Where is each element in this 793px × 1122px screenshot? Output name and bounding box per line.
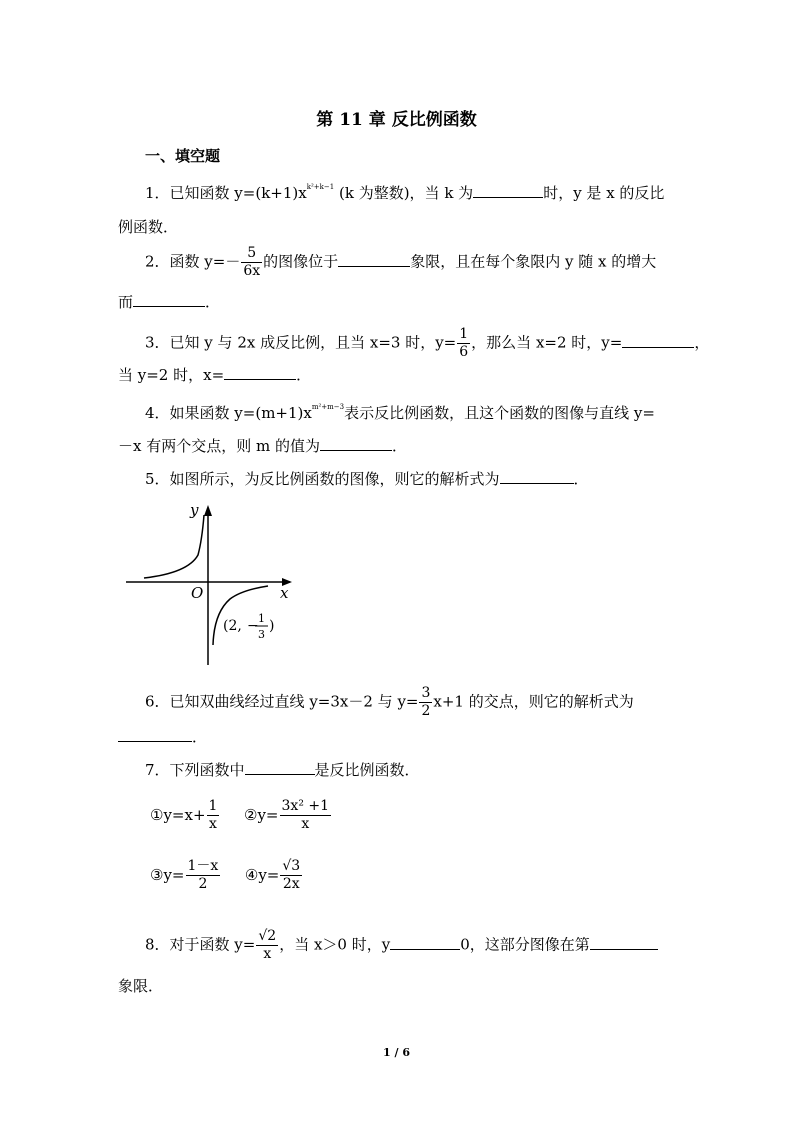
q4-line2-text: －x 有两个交点，则 m 的值为 [118,437,320,455]
option-2-den: x [301,816,310,832]
question-4-line-1 [145,403,655,426]
point-label-minus: − [247,618,259,634]
q4-line-2 [118,436,407,456]
option-4-den: 2x [282,876,300,892]
q1-line-2: 例函数． [118,218,179,236]
question-5 [145,469,589,489]
q8-answer-blank-1[interactable] [390,935,460,950]
option-3-num: 1－x [187,858,219,874]
option-2-num: 3x² +1 [281,798,330,814]
q3-frac-den: 6 [459,344,469,360]
q5-text: 5．如图所示，为反比例函数的图像，则它的解析式为 [145,470,500,488]
option-3 [150,858,221,892]
q2-frac-num: 5 [241,245,262,263]
y-axis-arrow [204,505,212,516]
q5-end: ． [573,470,589,488]
option-3-den: 2 [198,876,208,892]
q3-text-a: 3．已知 y 与 2x 成反比例，且当 x=3 时，y= [145,333,457,352]
option-4-num: √3 [282,858,301,874]
option-2 [244,798,332,832]
options-row-1 [150,798,332,833]
hyperbola-figure [118,495,303,675]
q6-frac-den: 2 [421,703,431,719]
q8-frac-den: x [263,946,272,962]
point-label-num: 1 [258,612,265,625]
q1-text-c: 时，y 是 x 的反比 [543,184,665,202]
q3-text-c: ， [694,333,710,352]
q6-line-2 [118,727,207,747]
q2-text-a: 2．函数 y=－ [145,252,241,271]
q2-answer-blank-2[interactable] [133,292,205,307]
q2-text-b: 的图像位于 [263,252,339,271]
q6-end: ． [192,728,208,746]
q1-exponent: k²+k−1 [306,183,335,191]
y-axis-label: y [190,501,199,519]
point-label-den: 3 [258,628,265,641]
q2-answer-blank-1[interactable] [338,252,410,267]
option-4-fraction [280,858,302,893]
q4-exponent: m²+m−3 [311,403,345,411]
page-title: 第 11 章 反比例函数 [316,110,477,130]
option-4-text: ④y= [244,865,280,884]
q5-answer-blank[interactable] [500,469,574,484]
question-6-line-1 [145,685,634,720]
option-1-den: x [209,816,217,832]
origin-label: O [191,584,204,602]
q7-answer-blank[interactable] [245,760,315,775]
q2-fraction [241,245,262,280]
q1-text-b: (k 为整数)，当 k 为 [334,184,474,202]
point-label-close: ) [269,618,275,634]
option-2-text: ②y= [244,805,279,824]
option-3-fraction [186,858,221,893]
option-1-text: ①y=x+ [150,805,206,824]
q3-end: ． [296,366,312,384]
q6-text-a: 6．已知双曲线经过直线 y=3x－2 与 y= [145,692,419,711]
q1-text-a: 1．已知函数 y=(k+1)x [145,184,307,202]
q2-end: ． [205,293,221,311]
q6-answer-blank[interactable] [118,727,192,742]
point-label-left: (2, [223,618,242,634]
options-row-2 [150,858,303,893]
q6-fraction [419,685,432,720]
q8-text-b: ，当 x＞0 时，y [279,935,391,954]
q2-frac-den: 6x [243,263,261,279]
q3-line2-text: 当 y=2 时，x= [118,366,225,384]
option-4 [244,858,303,892]
option-1-num: 1 [208,798,218,814]
hyperbola-branch-second-quadrant [144,515,204,578]
q4-end: ． [392,437,408,455]
x-axis-label: x [280,584,289,602]
q8-line-2: 象限． [118,977,164,995]
section-heading: 一、填空题 [145,147,221,165]
q6-text-b: x+1 的交点，则它的解析式为 [433,692,634,711]
q3-text-b: ，那么当 x=2 时，y= [471,333,623,352]
option-2-fraction [280,798,332,833]
q3-frac-num: 1 [459,326,469,342]
q2-line-2 [118,292,220,312]
q4-answer-blank[interactable] [320,436,392,451]
q4-text-a: 4．如果函数 y=(m+1)x [145,404,312,422]
page-number: 1 / 6 [383,1046,410,1059]
q4-text-b: 表示反比例函数，且这个函数的图像与直线 y= [344,404,655,422]
q8-text-c: 0，这部分图像在第 [460,935,590,954]
option-1 [150,798,220,832]
q3-line-2 [118,365,311,385]
question-2-line-1 [145,245,656,280]
question-1-line-1 [145,183,664,206]
q3-answer-blank-2[interactable] [224,365,296,380]
q7-text-b: 是反比例函数． [314,761,420,779]
question-3-line-1 [145,326,709,361]
q8-answer-blank-2[interactable] [590,935,658,950]
q3-fraction [457,326,470,361]
option-1-fraction [207,798,220,833]
question-8-line-1 [145,928,658,963]
q8-text-a: 8．对于函数 y= [145,935,256,954]
q2-text-c: 象限，且在每个象限内 y 随 x 的增大 [410,252,657,271]
q7-text-a: 7．下列函数中 [145,761,245,779]
q2-line2-text: 而 [118,293,134,311]
q1-answer-blank[interactable] [473,183,543,198]
question-7 [145,760,420,780]
q8-fraction [256,928,278,963]
q3-answer-blank-1[interactable] [622,333,694,348]
q8-frac-num: √2 [258,928,277,944]
q6-frac-num: 3 [421,685,431,701]
option-3-text: ③y= [150,865,185,884]
